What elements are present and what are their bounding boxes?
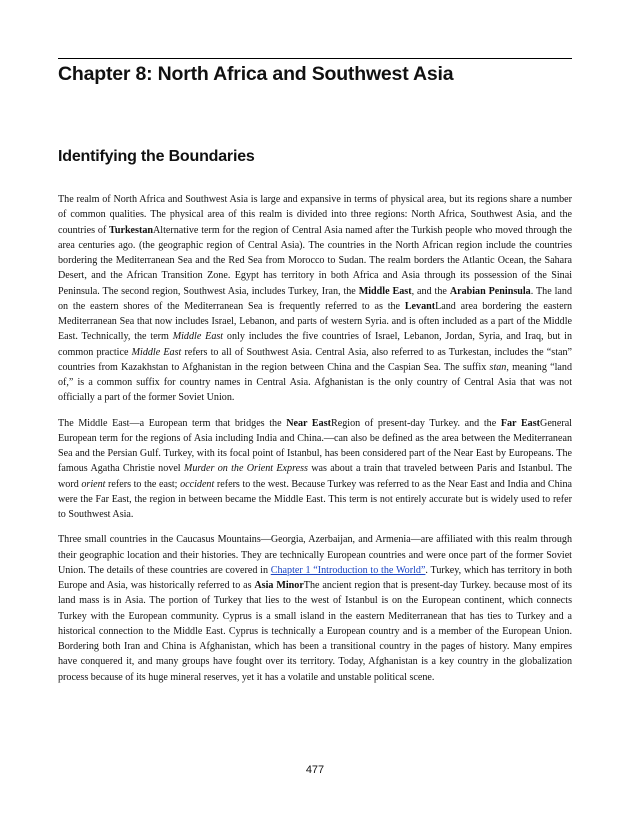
italic-term: orient	[81, 478, 106, 490]
page-number: 477	[305, 764, 325, 776]
key-term: Middle East	[358, 285, 412, 297]
italic-term: Murder on the Orient Express	[183, 463, 308, 475]
text-run: refers to the east;	[105, 478, 181, 490]
italic-term: stan	[489, 361, 507, 373]
text-run: , and the	[411, 285, 450, 297]
body-paragraph	[58, 416, 572, 523]
text-run: was about a train that traveled between Paris and Istanbul. The word	[58, 463, 572, 490]
text-run: refers to all of Southwest Asia. Central Asia, also referred to as Turkestan, includes the “stan” countries from Kazakhstan to Afghanistan in the region between China and the Caspian Sea. The suffix	[58, 346, 573, 373]
text-run: The Middle East—a European term that bridges the	[58, 417, 287, 429]
italic-term: Middle East	[172, 331, 224, 343]
chapter-link[interactable]: Chapter 1 “Introduction to the World”	[270, 564, 426, 576]
key-term: Arabian Peninsula	[449, 285, 531, 297]
key-term: Asia Minor	[254, 580, 304, 591]
italic-term: occident	[180, 478, 215, 490]
text-run: Region of present-day Turkey. and the	[331, 417, 501, 429]
text-run: The ancient region that is present-day Turkey. because most of its land mass is in Asia. The portion of Turkey that lies to the west of Istanbul is on the European continent, which connects Turkey with the European community. Cyprus is a small island in the eastern Mediterranean that has ties to Turkey and a historical connection to the Middle East. Cyprus is technically a European country and is a member of the European Union. Bordering both Iran and China is Afghanistan, which has been a transitional country in the pages of history. Many empires have conquered it, and many groups have fought over its territory. Today, Afghanistan is a key country in the globalization process because of its huge mineral reserves, yet it has a volatile and unstable political scene.	[58, 580, 572, 683]
text-run: only includes the five countries of Israel, Lebanon, Jordan, Syria, and Iraq, but in common practice	[58, 331, 572, 358]
text-run: . The land on the eastern shores of the Mediterranean Sea is frequently referred to as the	[58, 285, 572, 312]
chapter-top-rule	[58, 58, 572, 59]
text-run: Alternative term for the region of Central Asia named after the Turkish people who moved through the area centuries ago. (the geographic region of Central Asia). The countries in the North African region include the countries bordering the Mediterranean Sea and the Red Sea from Morocco to Sudan. The realm borders the Atlantic Ocean, the Sahara Desert, and the African Transition Zone. Egypt has territory in both Africa and Asia through its possession of the Sinai Peninsula. The second region, Southwest Asia, includes Turkey, Iran, the	[58, 224, 572, 297]
body-text	[58, 192, 572, 695]
text-run: , meaning “land of,” is a common suffix for country names in Central Asia. Afghanistan is the only country of Central Asia that was not officially a part of the former Soviet Union.	[58, 361, 573, 404]
body-paragraph	[58, 192, 572, 406]
text-run: General European term for the regions of Asia including India and China.—can also be defined as the area between the Mediterranean Sea and the Persian Gulf. Turkey, with its focal point of Istanbul, has been considered part of the Near East by Europeans. The famous Agatha Christie novel	[58, 417, 572, 475]
text-run: Land area bordering the eastern Mediterranean Sea that now includes Israel, Lebanon, and parts of western Syria. and is often included as a part of the Middle East. Technically, the term	[58, 300, 572, 343]
key-term: Levant	[404, 300, 436, 312]
key-term: Far East	[500, 417, 541, 429]
key-term: Near East	[286, 417, 331, 429]
text-run: refers to the west. Because Turkey was referred to as the Near East and India and China were the Far East, the region in between became the Middle East. This term is not entirely accurate but is widely used to refer to Southwest Asia.	[58, 478, 572, 520]
chapter-title: Chapter 8: North Africa and Southwest Asia	[58, 63, 454, 85]
key-term: Turkestan	[109, 224, 153, 236]
text-run: . Turkey, which has territory in both Europe and Asia, was historically referred to as	[58, 564, 572, 591]
text-run: The realm of North Africa and Southwest Asia is large and expansive in terms of physical area, but its regions share a number of common qualities. The physical area of this realm is divided into three regions: North Africa, Southwest Asia, and the countries of	[58, 194, 572, 236]
text-run: Three small countries in the Caucasus Mountains—Georgia, Azerbaijan, and Armenia—are affiliated with this realm through their geographic location and their histories. They are technically European countries and were once part of the former Soviet Union. The details of these countries are covered in	[58, 534, 572, 576]
italic-term: Middle East	[131, 346, 182, 358]
section-title: Identifying the Boundaries	[58, 148, 255, 165]
body-paragraph	[58, 532, 572, 685]
